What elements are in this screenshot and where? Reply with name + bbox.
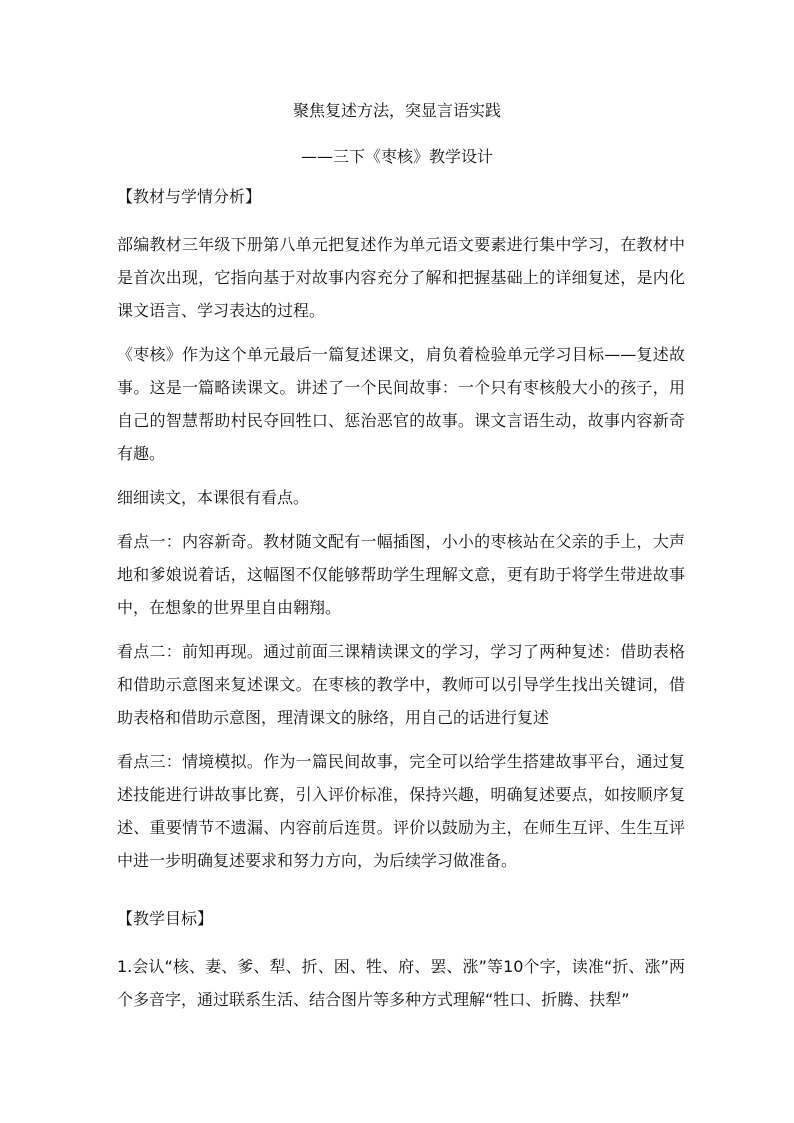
paragraph-highlight-three: 看点三：情境模拟。作为一篇民间故事，完全可以给学生搭建故事平台，通过复述技能进行讲故事比赛，引入评价标准，保持兴趣，明确复述要点，如按顺序复述、重要情节不遗漏、内容前后连贯。评价以鼓励为主，在师生互评、生生互评中进一步明确复述要求和努力方向，为后续学习做准备。 bbox=[117, 752, 685, 870]
document-body bbox=[117, 186, 685, 1027]
document-title: 聚焦复述方法，突显言语实践 bbox=[292, 101, 501, 120]
section-spacer bbox=[117, 888, 685, 908]
paragraph-objective-one: 1.会认“核、妻、爹、犁、折、困、牲、府、罢、涨”等10个字，读准“折、涨”两个多音字，通过联系生活、结合图片等多种方式理解“牲口、折腾、扶犁” bbox=[117, 957, 685, 1009]
paragraph-textbook-overview: 部编教材三年级下册第八单元把复述作为单元语文要素进行集中学习，在教材中是首次出现，它指向基于对故事内容充分了解和把握基础上的详细复述，是内化课文语言、学习表达的过程。 bbox=[117, 235, 685, 320]
document-subtitle: ——三下《枣核》教学设计 bbox=[300, 147, 493, 166]
paragraph-highlights-intro: 细细读文，本课很有看点。 bbox=[117, 488, 310, 507]
paragraph-lesson-summary: 《枣核》作为这个单元最后一篇复述课文，肩负着检验单元学习目标——复述故事。这是一篇略读课文。讲述了一个民间故事：一个只有枣核般大小的孩子，用自己的智慧帮助村民夺回牲口、惩治恶官的故事。课文言语生动，故事内容新奇有趣。 bbox=[117, 345, 685, 463]
paragraph-highlight-two: 看点二：前知再现。通过前面三课精读课文的学习，学习了两种复述：借助表格和借助示意图来复述课文。在枣核的教学中，教师可以引导学生找出关键词，借助表格和借助示意图，理清课文的脉络，用自己的话进行复述 bbox=[117, 642, 685, 727]
section-heading-analysis: 【教材与学情分析】 bbox=[117, 187, 262, 206]
section-heading-objectives: 【教学目标】 bbox=[117, 909, 214, 928]
paragraph-highlight-one: 看点一：内容新奇。教材随文配有一幅插图，小小的枣核站在父亲的手上，大声地和爹娘说着话，这幅图不仅能够帮助学生理解文意，更有助于将学生带进故事中，在想象的世界里自由翱翔。 bbox=[117, 532, 685, 617]
